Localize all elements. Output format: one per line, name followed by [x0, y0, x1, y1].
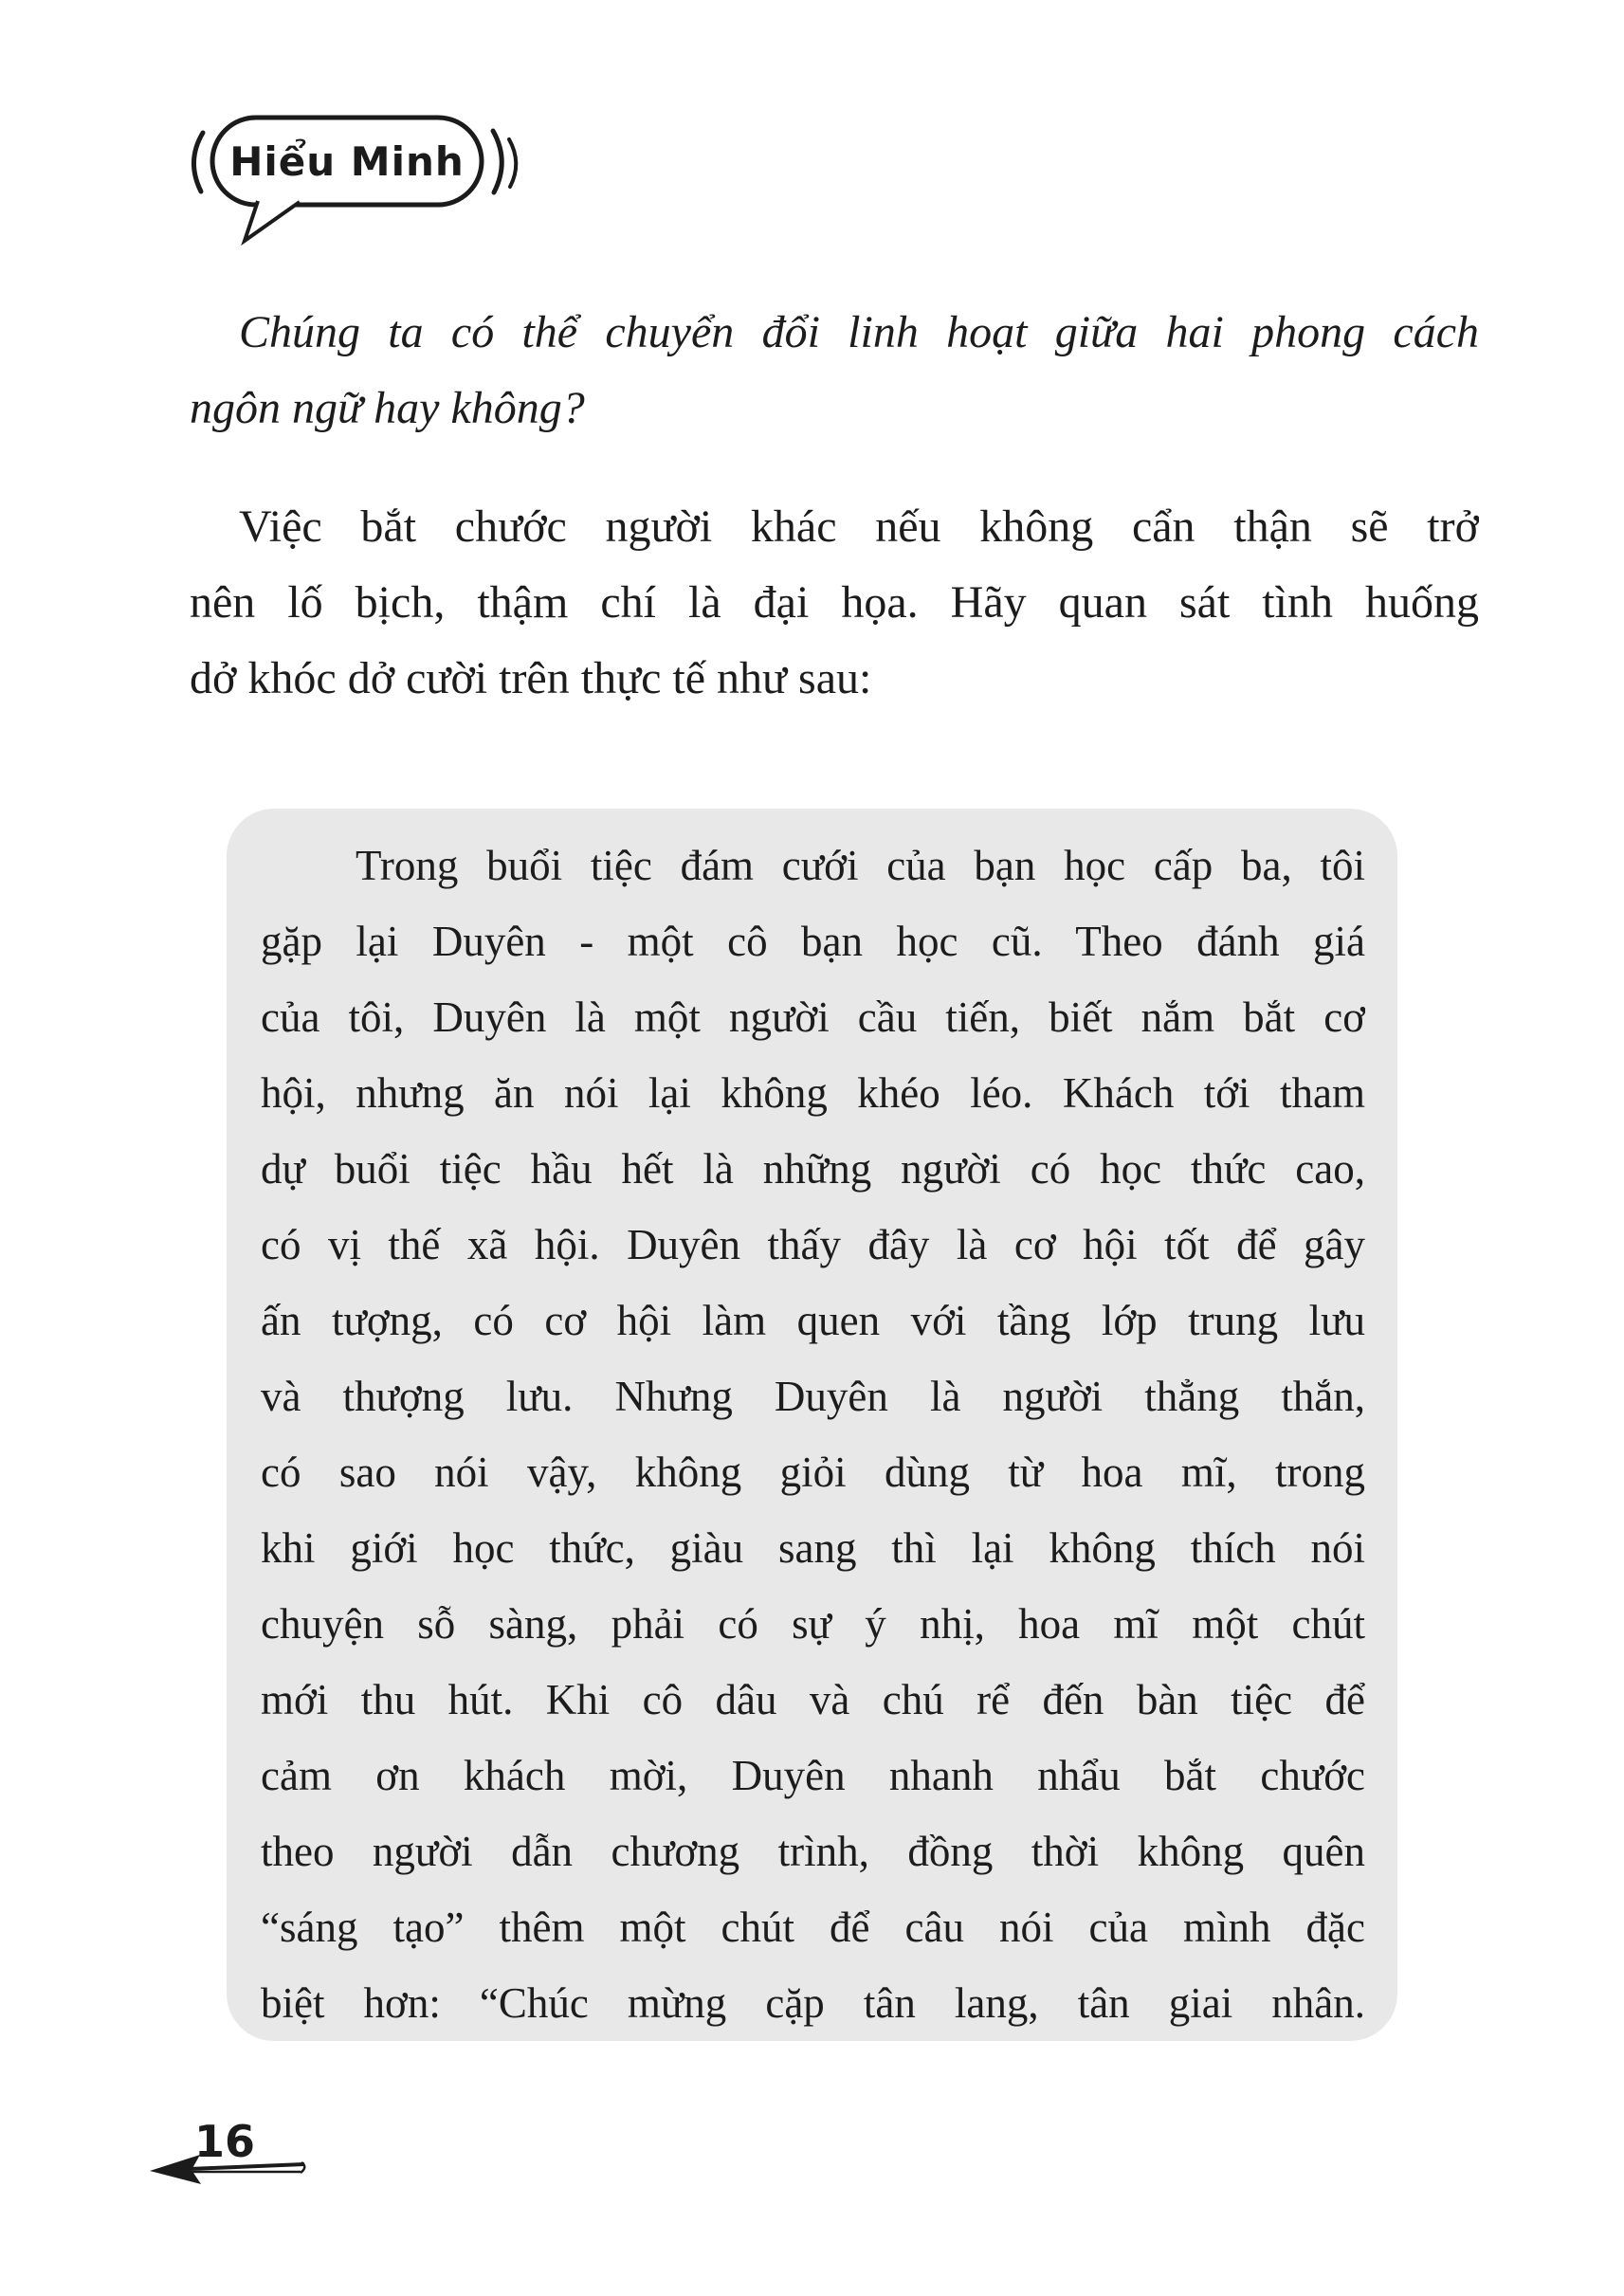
text-line: ấn tượng, có cơ hội làm quen với tầng lớp trung lưu — [261, 1297, 1365, 1344]
brand-logo — [161, 95, 540, 275]
text-line: dự buổi tiệc hầu hết là những người có học thức cao, — [261, 1145, 1365, 1193]
text-line: Trong buổi tiệc đám cưới của bạn học cấp ba, tôi — [356, 842, 1365, 889]
text-line: dở khóc dở cười trên thực tế như sau: — [190, 653, 872, 703]
text-line: có vị thế xã hội. Duyên thấy đây là cơ hội tốt để gây — [261, 1221, 1365, 1268]
text-line: gặp lại Duyên - một cô bạn học cũ. Theo đánh giá — [261, 918, 1365, 965]
text-line: theo người dẫn chương trình, đồng thời không quên — [261, 1828, 1365, 1875]
text-line: có sao nói vậy, không giỏi dùng từ hoa mĩ, trong — [261, 1449, 1365, 1496]
body-paragraph — [190, 489, 1479, 717]
text-line: và thượng lưu. Nhưng Duyên là người thẳng thắn, — [261, 1373, 1365, 1420]
text-line: mới thu hút. Khi cô dâu và chú rể đến bàn tiệc để — [261, 1676, 1365, 1723]
left-arrow-icon — [147, 2152, 308, 2190]
brand-logo-text: Hiểu Minh — [229, 137, 465, 185]
story-text — [261, 828, 1365, 2041]
intro-question — [190, 295, 1479, 446]
text-line: cảm ơn khách mời, Duyên nhanh nhẩu bắt chước — [261, 1752, 1365, 1799]
text-line: nên lố bịch, thậm chí là đại họa. Hãy quan sát tình huống — [190, 577, 1479, 628]
text-line: khi giới học thức, giàu sang thì lại không thích nói — [261, 1524, 1365, 1572]
text-line: hội, nhưng ăn nói lại không khéo léo. Khách tới tham — [261, 1069, 1365, 1117]
text-line: Chúng ta có thể chuyển đổi linh hoạt giữa hai phong cách — [239, 307, 1479, 357]
page-arrow — [147, 2152, 308, 2190]
story-box — [227, 809, 1397, 2041]
text-line: Việc bắt chước người khác nếu không cẩn thận sẽ trở — [239, 501, 1479, 552]
text-line: “sáng tạo” thêm một chút để câu nói của mình đặc — [261, 1904, 1365, 1951]
text-line: ngôn ngữ hay không? — [190, 383, 585, 433]
text-line: biệt hơn: “Chúc mừng cặp tân lang, tân giai nhân. — [261, 1979, 1365, 2027]
page-number: 16 — [194, 2116, 256, 2167]
text-line: chuyện sỗ sàng, phải có sự ý nhị, hoa mĩ một chút — [261, 1600, 1365, 1648]
text-line: của tôi, Duyên là một người cầu tiến, biết nắm bắt cơ — [261, 993, 1365, 1041]
